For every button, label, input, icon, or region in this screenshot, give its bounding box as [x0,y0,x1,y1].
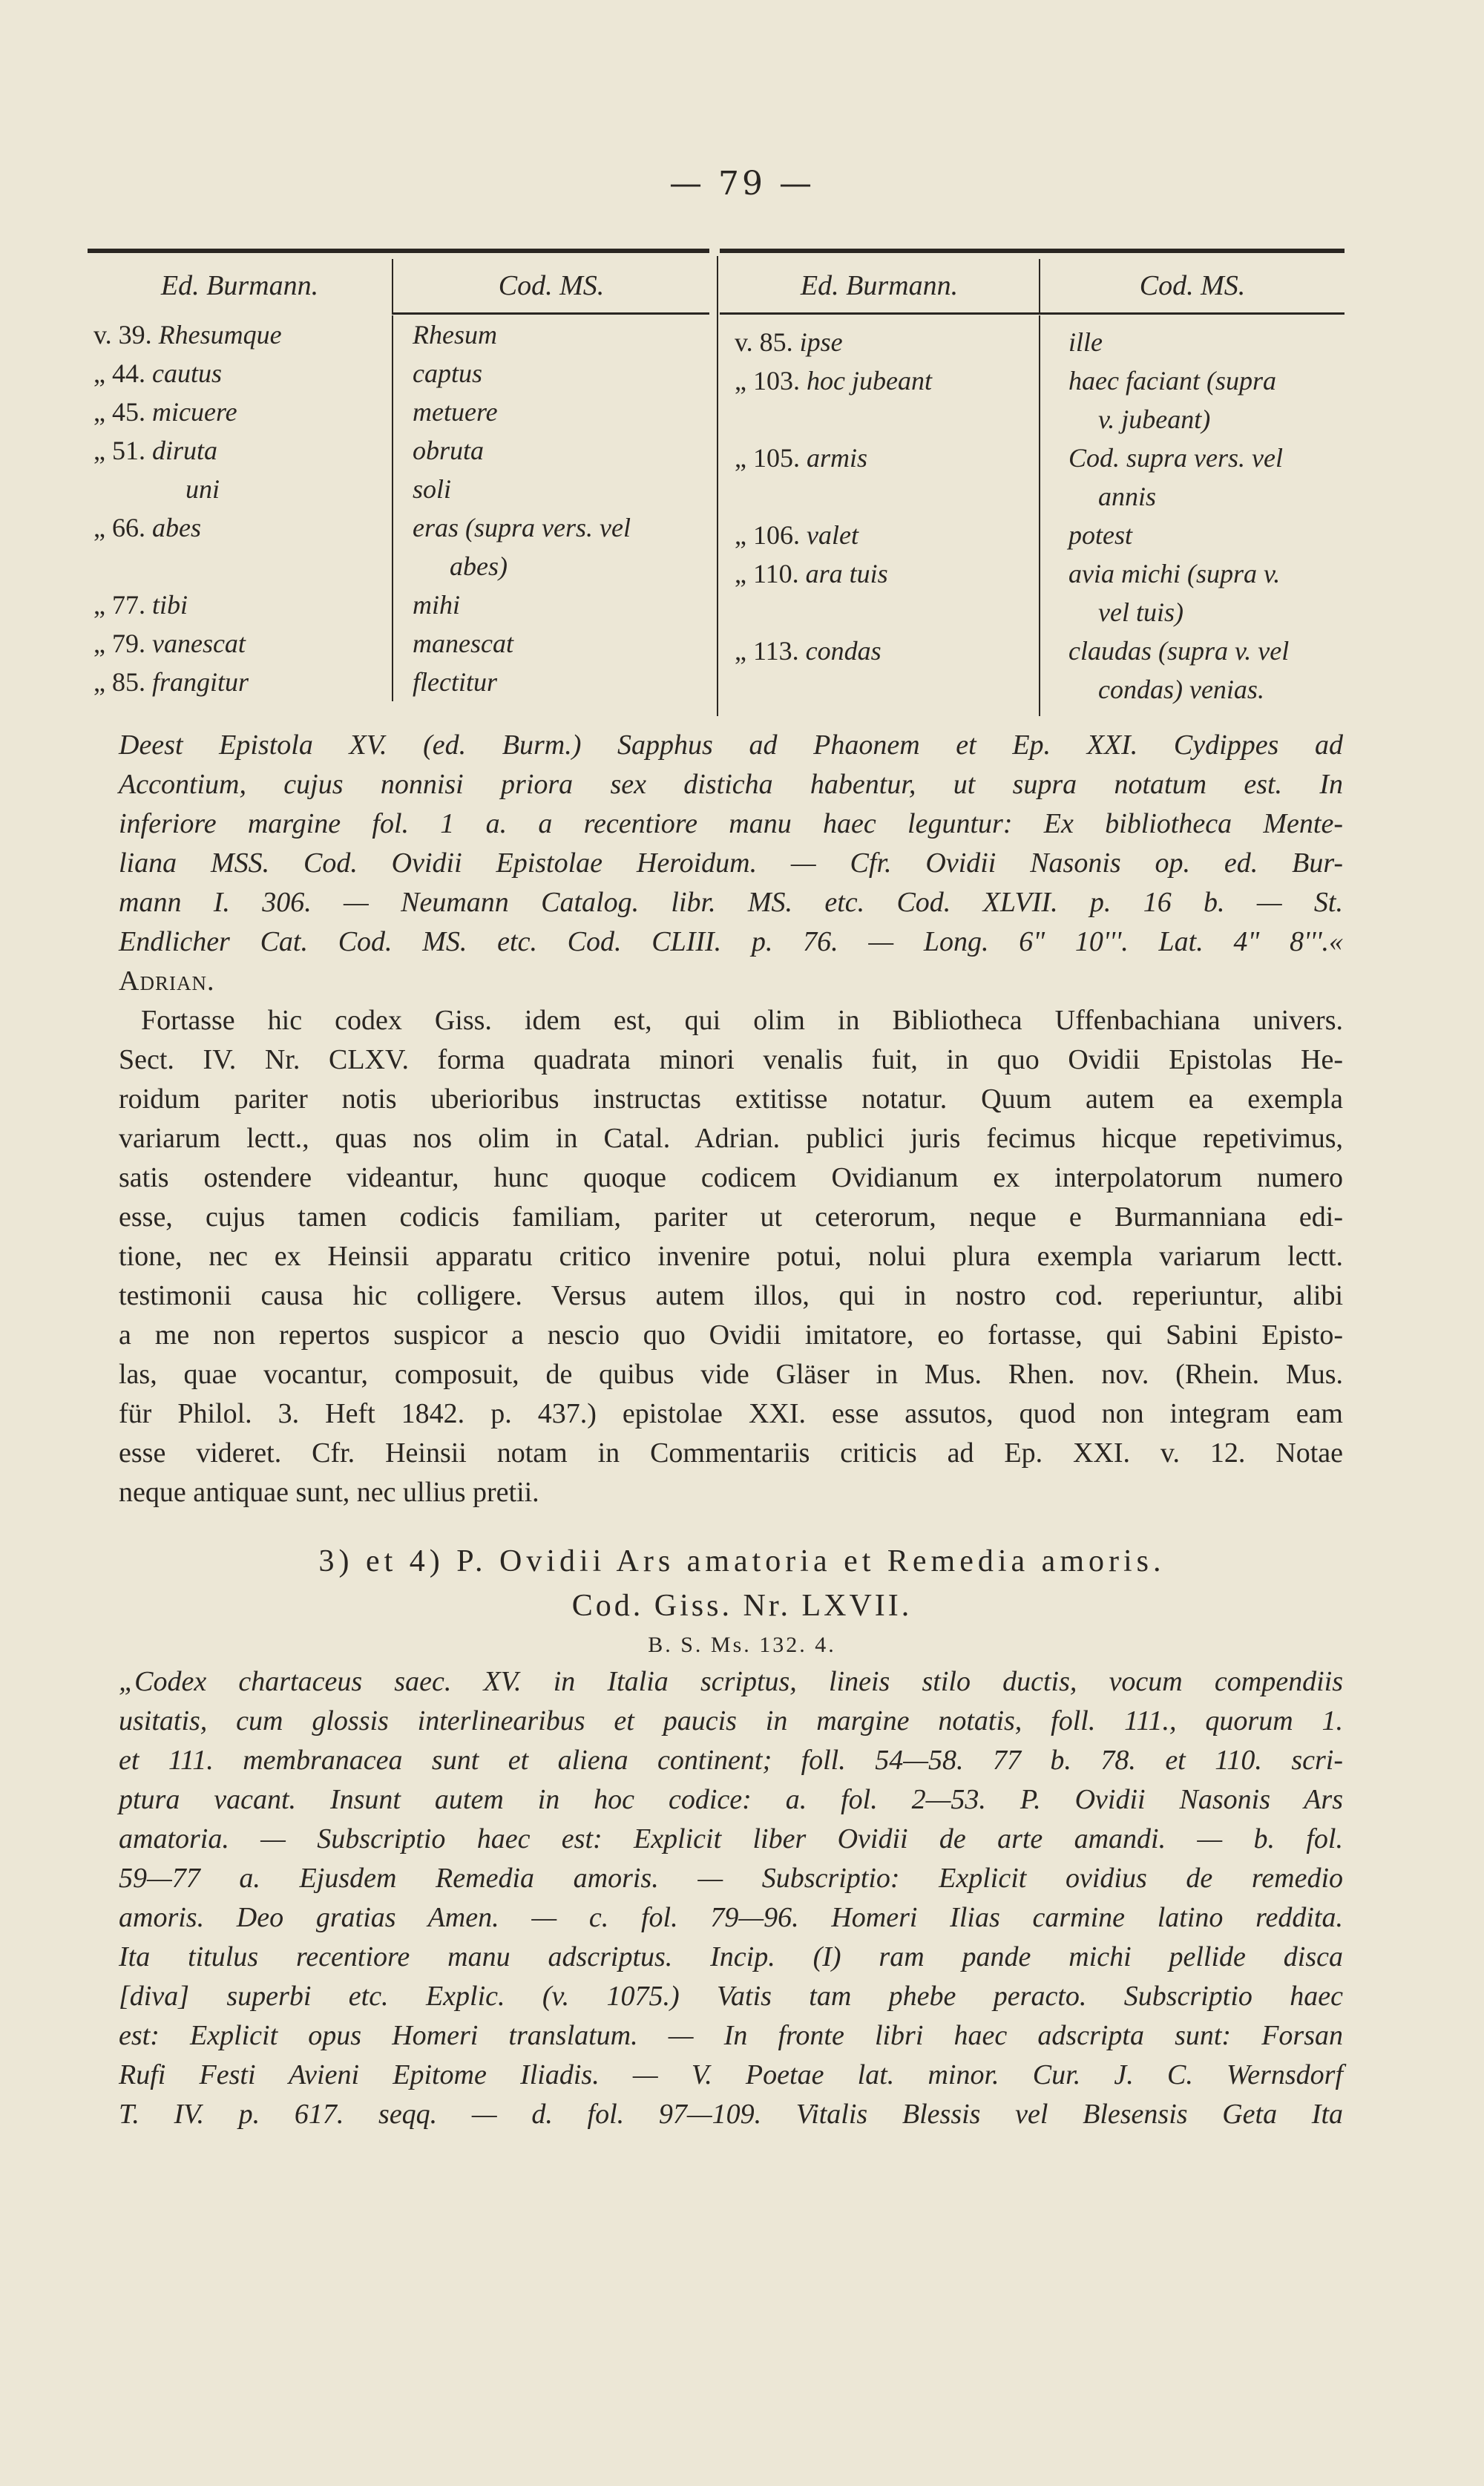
shelf-mark: B. S. Ms. 132. 4. [648,1633,836,1657]
note-line: Accontium, cujus nonnisi priora sex disticha habentur, ut supra notatum est. In [119,769,1343,800]
table-cell-ms: avia michi (supra v. [1068,559,1281,588]
table-row: „ 77. tibi [93,590,188,620]
codex-description [119,1662,1343,2134]
table-row: „ 106. valet [735,520,858,550]
table-row: v. 39. Rhesumque [93,320,282,350]
paragraph-line: esse videret. Cfr. Heinsii notam in Commentariis criticis ad Ep. XXI. v. 12. Notae [119,1437,1343,1469]
description-line: 59—77 a. Ejusdem Remedia amoris. — Subscriptio: Explicit ovidius de remedio [119,1863,1343,1894]
note-line: mann I. 306. — Neumann Catalog. libr. MS. etc. Cod. XLVII. p. 16 b. — St. [119,887,1343,918]
header-divider [392,259,393,312]
codex-id: Cod. Giss. Nr. LXVII. [571,1589,913,1623]
description-line: Ita titulus recentiore manu adscriptus. Incip. (I) ram pande michi pellide disca [119,1941,1343,1972]
description-line: amoris. Deo gratias Amen. — c. fol. 79—96. Homeri Ilias carmine latino reddita. [119,1902,1343,1933]
table-separator [717,256,718,716]
table-top-rule [720,249,1345,253]
header-ed-burmann: Ed. Burmann. [800,270,959,301]
table-row: „ 79. vanescat [93,629,246,658]
description-line: Rufi Festi Avieni Epitome Iliadis. — V. Poetae lat. minor. Cur. J. C. Wernsdorf [119,2059,1343,2090]
table-cell-ms: Cod. supra vers. vel [1068,443,1283,473]
header-rule [720,312,1345,315]
table-top-rule [88,249,709,253]
paragraph-line: las, quae vocantur, composuit, de quibus vide Gläser in Mus. Rhen. nov. (Rhein. Mus. [119,1359,1343,1390]
paragraph-line: esse, cujus tamen codicis familiam, pariter ut ceterorum, neque e Burmanniana edi- [119,1201,1343,1233]
table-cell-ms: v. jubeant) [1098,404,1211,434]
note-line: Deest Epistola XV. (ed. Burm.) Sapphus ad Phaonem et Ep. XXI. Cydippes ad [119,729,1343,761]
section-title: 3) et 4) P. Ovidii Ars amatoria et Remedia amoris. [318,1544,1166,1578]
description-line: usitatis, cum glossis interlinearibus et paucis in margine notatis, foll. 111., quorum 1. [119,1705,1343,1736]
table-cell-ms: obruta [413,436,485,465]
table-row: „ 51. diruta [93,436,217,465]
paragraph-line: Fortasse hic codex Giss. idem est, qui olim in Bibliotheca Uffenbachiana univers. [141,1005,1343,1036]
note-line: liana MSS. Cod. Ovidii Epistolae Heroidum. — Cfr. Ovidii Nasonis op. ed. Bur- [119,847,1343,879]
table-cell-ms: ille [1068,327,1103,357]
table-row: „ 110. ara tuis [735,559,888,588]
paragraph-line: Sect. IV. Nr. CLXV. forma quadrata minori venalis fuit, in quo Ovidii Epistolas He- [119,1044,1343,1075]
table-row: v. 85. ipse [735,327,843,357]
note-line: Endlicher Cat. Cod. MS. etc. Cod. CLIII. p. 76. — Long. 6" 10'''. Lat. 4" 8'''.« [119,926,1343,957]
table-cell-ms: mihi [413,590,461,620]
table-row: „ 105. armis [735,443,868,473]
paragraph-line: testimonii causa hic colligere. Versus autem illos, qui in nostro cod. reperiuntur, alibi [119,1280,1343,1311]
paragraph-line: variarum lectt., quas nos olim in Catal. Adrian. publici juris fecimus hicque repetivimus, [119,1123,1343,1154]
page-number: — 79 — [669,165,815,203]
table-cell-ms: Rhesum [413,320,497,350]
header-rule [392,312,709,315]
table-cell-ms: captus [413,358,482,388]
table-row: „ 103. hoc jubeant [735,366,932,396]
paragraph-line: satis ostendere videantur, hunc quoque codicem Ovidianum ex interpolatorum numero [119,1162,1343,1193]
description-line: amatoria. — Subscriptio haec est: Explicit liber Ovidii de arte amandi. — b. fol. [119,1823,1343,1854]
description-line: est: Explicit opus Homeri translatum. — In fronte libri haec adscripta sunt: Forsan [119,2020,1343,2051]
header-divider [1039,259,1040,312]
table-cell-ms: condas) venias. [1098,675,1264,704]
paragraph-line: für Philol. 3. Heft 1842. p. 437.) epistolae XXI. esse assutos, quod non integram eam [119,1398,1343,1429]
table-cell-ms: soli [413,474,452,504]
table-cell-ms: metuere [413,397,498,427]
header-ed-burmann: Ed. Burmann. [160,270,319,301]
table-cell-ms: manescat [413,629,513,658]
description-line: T. IV. p. 617. seqq. — d. fol. 97—109. Vitalis Blessis vel Blesensis Geta Ita [119,2099,1343,2130]
table-row: „ 85. frangitur [93,667,249,697]
table-cell-ed: uni [186,474,220,504]
column-divider [392,315,393,701]
table-cell-ms: flectitur [413,667,497,697]
header-cod-ms: Cod. MS. [498,270,605,301]
paragraph-line: roidum pariter notis uberioribus instructas extitisse notatur. Quum autem ea exempla [119,1083,1343,1115]
table-cell-ms: eras (supra vers. vel [413,513,631,542]
note-line: inferiore margine fol. 1 a. a recentiore manu haec leguntur: Ex bibliotheca Mente- [119,808,1343,839]
table-row: „ 44. cautus [93,358,222,388]
description-line: et 111. membranacea sunt et aliena continent; foll. 54—58. 77 b. 78. et 110. scri- [119,1745,1343,1776]
table-row: „ 66. abes [93,513,201,542]
paragraph-line: tione, nec ex Heinsii apparatu critico invenire potui, nolui plura exempla variarum lectt. [119,1241,1343,1272]
table-row: „ 45. micuere [93,397,237,427]
paragraph-line: a me non repertos suspicor a nescio quo Ovidii imitatore, eo fortasse, qui Sabini Episto- [119,1319,1343,1351]
table-cell-ms: haec faciant (supra [1068,366,1276,396]
note-signature: Adrian. [119,965,215,997]
description-line: „Codex chartaceus saec. XV. in Italia scriptus, lineis stilo ductis, vocum compendiis [119,1666,1343,1697]
description-line: [diva] superbi etc. Explic. (v. 1075.) Vatis tam phebe peracto. Subscriptio haec [119,1981,1343,2012]
table-cell-ms: abes) [450,551,508,581]
header-cod-ms: Cod. MS. [1139,270,1246,301]
commentary-paragraph [119,1001,1343,1512]
column-divider [1039,315,1040,716]
table-row: „ 113. condas [735,636,881,666]
description-line: ptura vacant. Insunt autem in hoc codice: a. fol. 2—53. P. Ovidii Nasonis Ars [119,1784,1343,1815]
table-note [119,726,1343,1001]
table-cell-ms: annis [1098,482,1157,511]
table-cell-ms: claudas (supra v. vel [1068,636,1290,666]
table-cell-ms: potest [1068,520,1132,550]
table-cell-ms: vel tuis) [1098,597,1183,627]
paragraph-line: neque antiquae sunt, nec ullius pretii. [119,1477,539,1508]
